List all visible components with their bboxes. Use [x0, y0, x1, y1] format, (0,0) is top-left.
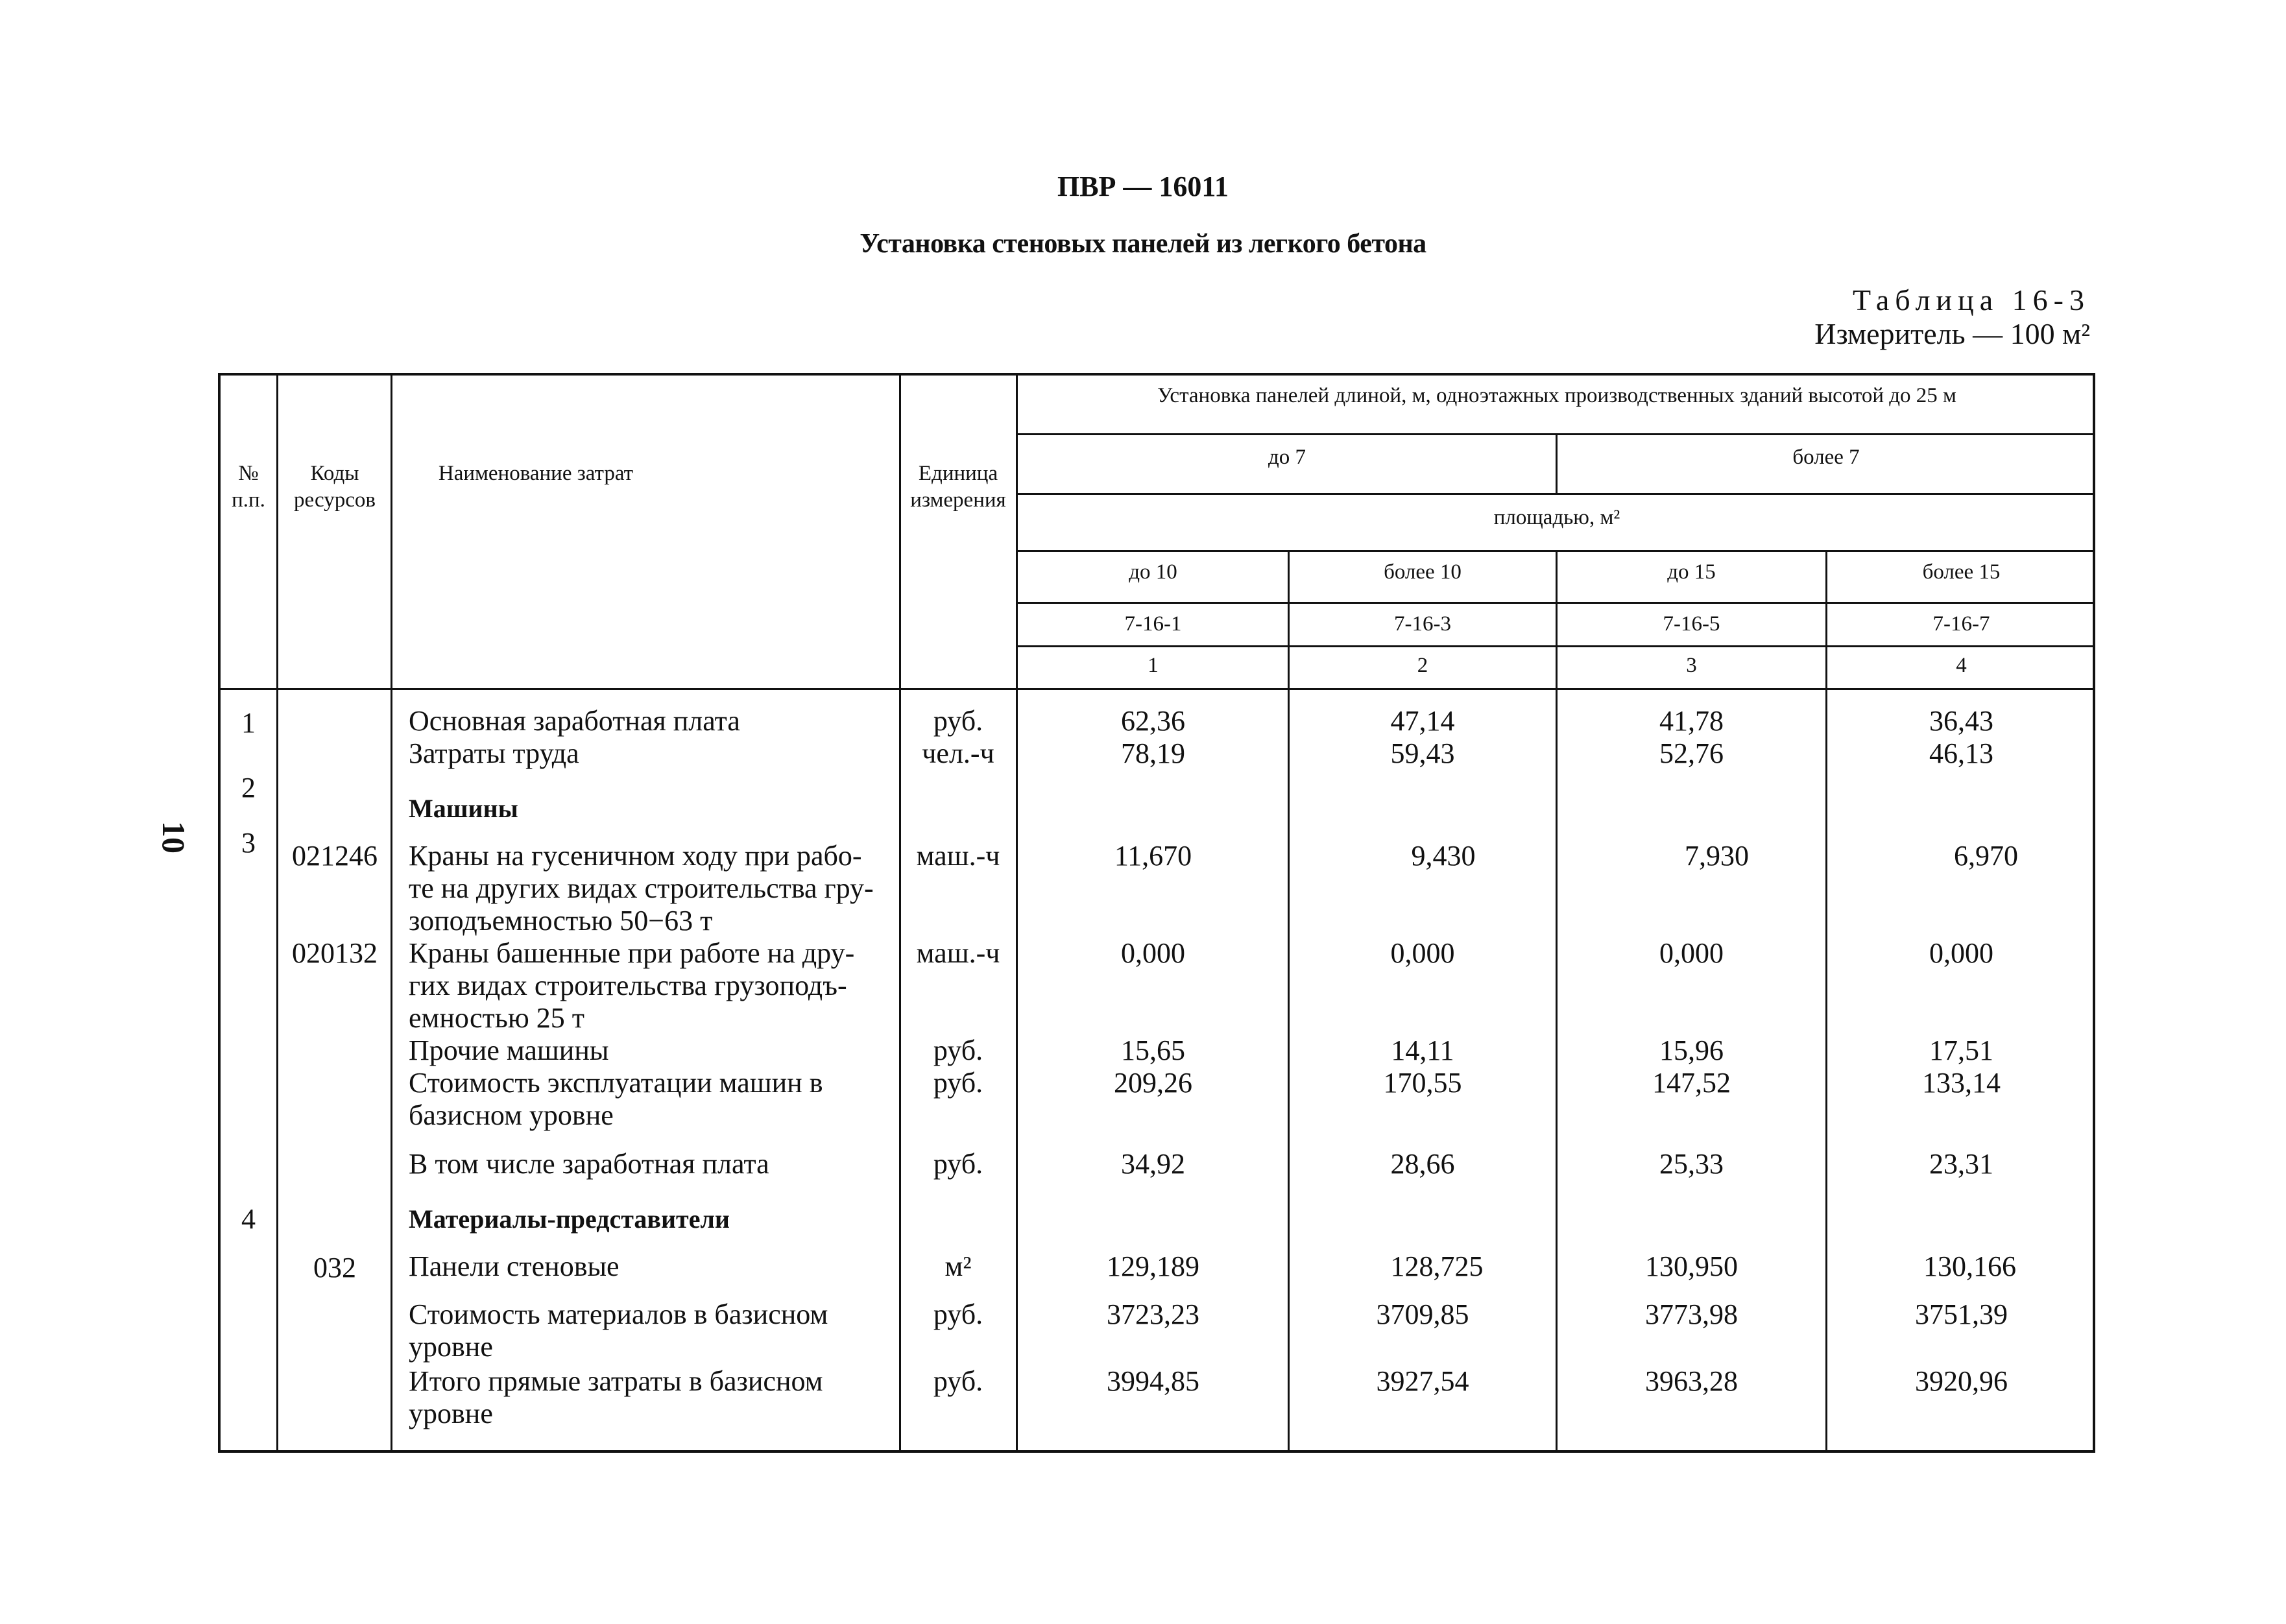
value-cell: 25,33 — [1659, 1148, 1724, 1180]
table-divider — [1016, 433, 2095, 435]
row-unit: руб. — [933, 1365, 983, 1397]
table-label: Таблица 16-3 — [1852, 283, 2090, 316]
value-cell: 0,000 — [1929, 937, 1993, 969]
value-cell: 3920,96 — [1915, 1365, 2008, 1397]
value-cell: 3709,85 — [1376, 1298, 1469, 1330]
row-name: те на других видах строительства гру- — [409, 872, 874, 904]
row-number: 3 — [241, 827, 256, 859]
header-code: 7-16-5 — [1663, 612, 1720, 636]
value-cell: 15,96 — [1659, 1034, 1724, 1066]
value-cell: 0,000 — [1659, 937, 1724, 969]
header-col-number: 2 — [1417, 654, 1428, 677]
value-cell: 133,14 — [1922, 1067, 2001, 1099]
value-cell: 3723,23 — [1107, 1298, 1199, 1330]
row-unit: м² — [944, 1250, 972, 1282]
value-cell: 3994,85 — [1107, 1365, 1199, 1397]
value-cell: 23,31 — [1929, 1148, 1993, 1180]
header-area: до 15 — [1667, 560, 1716, 584]
value-cell: 9,430 — [1411, 840, 1476, 872]
value-cell: 78,19 — [1121, 737, 1185, 769]
row-name: уровне — [409, 1398, 493, 1429]
value-cell: 46,13 — [1929, 737, 1993, 769]
row-unit: маш.-ч — [916, 840, 1000, 872]
header-area: до 10 — [1129, 560, 1177, 584]
row-name: емностью 25 т — [409, 1002, 584, 1034]
row-name: Прочие машины — [409, 1034, 609, 1066]
header-length-up-to-7: до 7 — [1268, 446, 1306, 469]
header-col-name: Наименование затрат — [438, 462, 634, 485]
value-cell: 130,166 — [1923, 1250, 2016, 1282]
value-cell: 7,930 — [1685, 840, 1749, 872]
row-name: базисном уровне — [409, 1099, 614, 1131]
value-cell: 130,950 — [1645, 1250, 1738, 1282]
value-cell: 11,670 — [1114, 840, 1192, 872]
row-name: Стоимость материалов в базисном — [409, 1298, 828, 1330]
row-number: 4 — [241, 1203, 256, 1235]
value-cell: 28,66 — [1390, 1148, 1455, 1180]
row-name: Затраты труда — [409, 737, 579, 769]
header-length-over-7: более 7 — [1792, 446, 1860, 469]
row-name: уровне — [409, 1331, 493, 1363]
row-name: В том числе заработная плата — [409, 1148, 769, 1180]
section-heading: Машины — [409, 794, 518, 823]
header-code: 7-16-7 — [1932, 612, 1990, 636]
value-cell: 62,36 — [1121, 705, 1185, 737]
value-cell: 147,52 — [1652, 1067, 1731, 1099]
header-col-number: 4 — [1956, 654, 1967, 677]
value-cell: 6,970 — [1954, 840, 2018, 872]
row-name: Итого прямые затраты в базисном — [409, 1365, 823, 1397]
table-divider — [1016, 493, 2095, 495]
value-cell: 3927,54 — [1376, 1365, 1469, 1397]
value-cell: 14,11 — [1391, 1034, 1454, 1066]
document-title: ПВР — 16011 — [1057, 171, 1229, 202]
value-cell: 209,26 — [1114, 1067, 1192, 1099]
header-code: 7-16-1 — [1124, 612, 1182, 636]
header-area: более 10 — [1384, 560, 1462, 584]
value-cell: 52,76 — [1659, 737, 1724, 769]
document-subtitle: Установка стеновых панелей из легкого бетона — [860, 229, 1426, 259]
header-code: 7-16-3 — [1394, 612, 1451, 636]
header-col-number: 1 — [1148, 654, 1159, 677]
resource-code: 021246 — [292, 840, 378, 872]
header-col-codes: Коды ресурсов — [294, 462, 376, 512]
row-unit: чел.-ч — [922, 737, 994, 769]
value-cell: 15,65 — [1121, 1034, 1185, 1066]
value-cell: 129,189 — [1107, 1250, 1199, 1282]
header-col-no: № п.п. — [232, 462, 265, 512]
value-cell: 47,14 — [1390, 705, 1455, 737]
value-cell: 3963,28 — [1645, 1365, 1738, 1397]
header-area-label: площадью, м² — [1493, 506, 1620, 529]
value-cell: 170,55 — [1383, 1067, 1462, 1099]
table-divider — [1016, 645, 2095, 647]
row-unit: маш.-ч — [916, 937, 1000, 969]
table-divider — [1016, 602, 2095, 604]
header-col-unit: Единица измерения — [910, 462, 1006, 512]
table-divider — [1016, 373, 1018, 1453]
value-cell: 0,000 — [1390, 937, 1455, 969]
value-cell: 128,725 — [1390, 1250, 1484, 1282]
header-group-title: Установка панелей длиной, м, одноэтажных производственных зданий высотой до 25 м — [1157, 384, 1956, 407]
value-cell: 0,000 — [1121, 937, 1185, 969]
row-unit: руб. — [933, 705, 983, 737]
value-cell: 17,51 — [1929, 1034, 1993, 1066]
table-divider — [276, 373, 278, 1453]
row-name: Панели стеновые — [409, 1250, 620, 1282]
table-divider — [391, 373, 392, 1453]
value-cell: 41,78 — [1659, 705, 1724, 737]
row-unit: руб. — [933, 1298, 983, 1330]
value-cell: 34,92 — [1121, 1148, 1185, 1180]
header-col-number: 3 — [1686, 654, 1697, 677]
table-divider — [899, 373, 901, 1453]
resource-code: 020132 — [292, 937, 378, 969]
row-unit: руб. — [933, 1148, 983, 1180]
section-heading: Материалы-представители — [409, 1204, 730, 1234]
row-name: гих видах строительства грузоподъ- — [409, 970, 847, 1001]
table-divider — [218, 688, 2095, 690]
value-cell: 3751,39 — [1915, 1298, 2008, 1330]
row-unit: руб. — [933, 1034, 983, 1066]
table-unit: Измеритель — 100 м² — [1814, 317, 2090, 350]
value-cell: 36,43 — [1929, 705, 1993, 737]
row-number: 1 — [241, 707, 256, 739]
page-number: 10 — [156, 821, 192, 854]
row-name: Краны на гусеничном ходу при рабо- — [409, 840, 862, 872]
row-name: Основная заработная плата — [409, 705, 740, 737]
row-unit: руб. — [933, 1067, 983, 1099]
resource-code: 032 — [313, 1252, 356, 1284]
table-divider — [1016, 550, 2095, 552]
header-area: более 15 — [1922, 560, 2001, 584]
value-cell: 3773,98 — [1645, 1298, 1738, 1330]
value-cell: 59,43 — [1390, 737, 1455, 769]
row-number: 2 — [241, 772, 256, 804]
row-name: Стоимость эксплуатации машин в — [409, 1067, 823, 1099]
row-name: Краны башенные при работе на дру- — [409, 937, 855, 969]
row-name: зоподъемностью 50−63 т — [409, 905, 713, 937]
